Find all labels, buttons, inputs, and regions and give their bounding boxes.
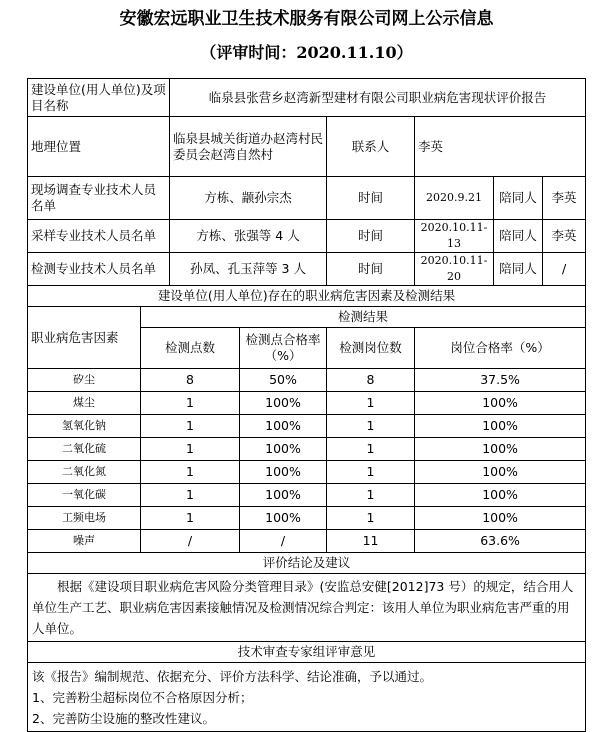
post-rate-value: 100% (415, 392, 586, 415)
points-value: 1 (141, 507, 240, 530)
results-section-row (28, 286, 586, 307)
review-line: 该《报告》编制规范、依据充分、评价方法科学、结论准确，予以通过。 (32, 668, 433, 684)
conclusion-title-row (28, 553, 586, 574)
post-rate-value: 100% (415, 415, 586, 438)
unit-label: 建设单位(用人单位)及项目名称 (28, 79, 170, 117)
factor-name: 噪声 (28, 530, 141, 553)
points-value: 8 (141, 369, 240, 392)
table-row (28, 438, 586, 461)
testing-row (28, 253, 586, 286)
factor-name: 氢氧化钠 (28, 415, 141, 438)
review-date: （评审时间：2020.11.10） (200, 43, 413, 62)
point-rate-value: 100% (240, 392, 327, 415)
post-rate-value: 100% (415, 507, 586, 530)
post-rate-value: 37.5% (415, 369, 586, 392)
sampling-label: 采样专业技术人员名单 (28, 220, 170, 253)
testing-companion: / (543, 253, 586, 286)
results-header-row (28, 307, 586, 328)
col-post-rate-header: 岗位合格率（%） (415, 328, 586, 369)
location-row (28, 117, 586, 177)
table-row (28, 415, 586, 438)
point-rate-value: / (240, 530, 327, 553)
col-posts-header: 检测岗位数 (327, 328, 415, 369)
results-section-title: 建设单位(用人单位)存在的职业病危害因素及检测结果 (28, 286, 586, 307)
factor-name: 二氧化氮 (28, 461, 141, 484)
points-value: 1 (141, 461, 240, 484)
sampling-time: 2020.10.11-13 (415, 220, 494, 253)
conclusion-text: 根据《建设项目职业病危害风险分类管理目录》(安监总安健[2012]73 号）的规定，结合用人单位生产工艺、职业病危害因素接触情况及检测情况综合判定：该用人单位为职业病危害严重的用人单位。 (28, 574, 586, 642)
survey-time-label: 时间 (327, 177, 415, 220)
posts-value: 1 (327, 392, 415, 415)
location-label: 地理位置 (28, 117, 170, 177)
posts-value: 1 (327, 415, 415, 438)
sampling-companion: 李英 (543, 220, 586, 253)
points-value: 1 (141, 392, 240, 415)
unit-value: 临泉县张营乡赵湾新型建材有限公司职业病危害现状评价报告 (170, 79, 586, 117)
points-value: / (141, 530, 240, 553)
posts-value: 1 (327, 507, 415, 530)
survey-row (28, 177, 586, 220)
survey-time: 2020.9.21 (415, 177, 494, 220)
factor-name: 工频电场 (28, 507, 141, 530)
posts-value: 1 (327, 484, 415, 507)
conclusion-title: 评价结论及建议 (28, 553, 586, 574)
post-rate-value: 100% (415, 461, 586, 484)
point-rate-value: 100% (240, 461, 327, 484)
survey-label: 现场调查专业技术人员名单 (28, 177, 170, 220)
testing-companion-label: 陪同人 (494, 253, 543, 286)
results-group-header: 检测结果 (141, 307, 586, 328)
table-row (28, 369, 586, 392)
point-rate-value: 100% (240, 415, 327, 438)
testing-time: 2020.10.11-20 (415, 253, 494, 286)
post-rate-value: 100% (415, 484, 586, 507)
points-value: 1 (141, 438, 240, 461)
factor-name: 二氧化硫 (28, 438, 141, 461)
table-row (28, 530, 586, 553)
post-rate-value: 63.6% (415, 530, 586, 553)
sampling-time-label: 时间 (327, 220, 415, 253)
review-title: 技术审查专家组评审意见 (28, 642, 586, 663)
page-title: 安徽宏远职业卫生技术服务有限公司网上公示信息 (119, 9, 494, 29)
survey-value: 方栋、颛孙宗杰 (170, 177, 327, 220)
review-text (28, 663, 586, 732)
factor-name: 煤尘 (28, 392, 141, 415)
contact-value: 李英 (415, 117, 586, 177)
table-row (28, 392, 586, 415)
disclosure-table (27, 78, 586, 732)
survey-companion-label: 陪同人 (494, 177, 543, 220)
point-rate-value: 100% (240, 507, 327, 530)
review-title-row (28, 642, 586, 663)
table-row (28, 507, 586, 530)
review-text-row (28, 663, 586, 732)
review-line: 1、完善粉尘超标岗位不合格原因分析； (32, 689, 253, 705)
col-points-header: 检测点数 (141, 328, 240, 369)
conclusion-text-row (28, 574, 586, 642)
testing-time-label: 时间 (327, 253, 415, 286)
point-rate-value: 100% (240, 438, 327, 461)
col-point-rate-header: 检测点合格率（%） (240, 328, 327, 369)
points-value: 1 (141, 484, 240, 507)
review-line: 2、完善防尘设施的整改性建议。 (32, 710, 215, 726)
factor-name: 矽尘 (28, 369, 141, 392)
point-rate-value: 50% (240, 369, 327, 392)
points-value: 1 (141, 415, 240, 438)
testing-value: 孙凤、孔玉萍等 3 人 (170, 253, 327, 286)
survey-companion: 李英 (543, 177, 586, 220)
unit-row (28, 79, 586, 117)
table-row (28, 484, 586, 507)
posts-value: 1 (327, 438, 415, 461)
factor-header: 职业病危害因素 (28, 307, 141, 369)
contact-label: 联系人 (327, 117, 415, 177)
sampling-value: 方栋、张强等 4 人 (170, 220, 327, 253)
sampling-companion-label: 陪同人 (494, 220, 543, 253)
factor-name: 一氧化碳 (28, 484, 141, 507)
location-value: 临泉县城关街道办赵湾村民委员会赵湾自然村 (170, 117, 327, 177)
point-rate-value: 100% (240, 484, 327, 507)
posts-value: 8 (327, 369, 415, 392)
post-rate-value: 100% (415, 438, 586, 461)
table-row (28, 461, 586, 484)
sampling-row (28, 220, 586, 253)
posts-value: 1 (327, 461, 415, 484)
testing-label: 检测专业技术人员名单 (28, 253, 170, 286)
posts-value: 11 (327, 530, 415, 553)
